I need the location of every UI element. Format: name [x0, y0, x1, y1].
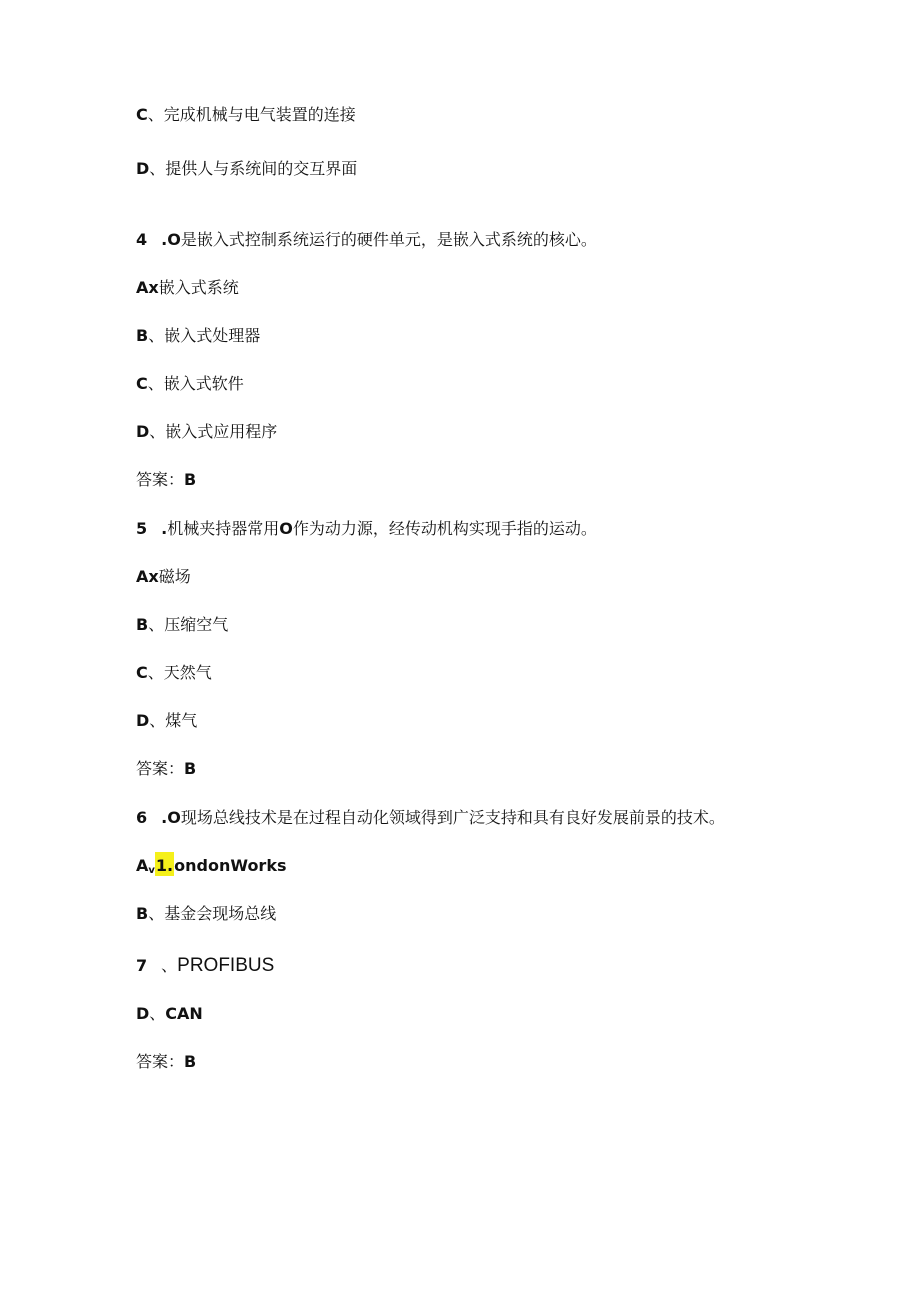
- option-separator: 、: [147, 105, 164, 124]
- highlight-mark: 1.: [155, 852, 174, 876]
- option-text: 嵌入式应用程序: [165, 422, 278, 441]
- option-separator: 、: [147, 663, 164, 682]
- option-text: ondonWorks: [174, 856, 287, 875]
- option-letter: B: [136, 326, 149, 345]
- question-number: 5: [136, 519, 148, 538]
- q6-option-a: [136, 856, 286, 881]
- option-text: 嵌入式系统: [158, 278, 239, 297]
- option-letter: D: [136, 1004, 150, 1023]
- option-letter: C: [136, 105, 148, 124]
- option-separator: 、: [147, 374, 164, 393]
- answer-value: B: [184, 759, 197, 778]
- option-text: 提供人与系统间的交互界面: [165, 159, 358, 178]
- q6-option-b: [136, 904, 276, 924]
- q4-option-b: [136, 326, 260, 346]
- q5-option-c: [136, 663, 212, 683]
- option-text: 煤气: [165, 711, 198, 730]
- option-text: 嵌入式软件: [163, 374, 244, 393]
- option-subscript: v: [148, 865, 155, 876]
- option-text: 嵌入式处理器: [164, 326, 261, 345]
- q4-answer: [136, 470, 196, 490]
- question-number: 6: [136, 808, 148, 827]
- option-text: 磁场: [158, 567, 191, 586]
- option-letter: Ax: [136, 278, 159, 297]
- q6-question: [136, 808, 725, 828]
- option-text: CAN: [165, 1004, 203, 1023]
- question-text: 是嵌入式控制系统运行的硬件单元，是嵌入式系统的核心。: [180, 230, 597, 249]
- option-separator: 、: [149, 422, 166, 441]
- option-letter: B: [136, 904, 149, 923]
- option-text: 基金会现场总线: [164, 904, 277, 923]
- option-text: 天然气: [163, 663, 212, 682]
- question-lead: .O: [161, 230, 181, 249]
- q4-question: [136, 230, 597, 250]
- option-letter: D: [136, 422, 150, 441]
- question-number: 4: [136, 230, 148, 249]
- q4-option-c: [136, 374, 244, 394]
- q3-option-c: [136, 105, 356, 125]
- answer-label: 答案：: [136, 759, 185, 778]
- option-separator: 、: [149, 1004, 166, 1023]
- answer-value: B: [184, 470, 197, 489]
- option-text: PROFIBUS: [177, 955, 275, 976]
- option-d-can: [136, 1004, 203, 1024]
- q5-option-a: [136, 567, 191, 587]
- option-separator: 、: [149, 711, 166, 730]
- q5-answer: [136, 759, 196, 779]
- question-text: 作为动力源，经传动机构实现手指的运动。: [292, 519, 597, 538]
- option-text: 完成机械与电气装置的连接: [163, 105, 356, 124]
- option-letter: D: [136, 711, 150, 730]
- option-letter: D: [136, 159, 150, 178]
- q7-line: [136, 956, 274, 976]
- option-letter: A: [136, 856, 149, 875]
- answer-label: 答案：: [136, 470, 185, 489]
- answer-value: B: [184, 1052, 197, 1071]
- option-letter: C: [136, 663, 148, 682]
- question-text: 机械夹持器常用: [167, 519, 280, 538]
- option-separator: 、: [149, 159, 166, 178]
- question-number: 7: [136, 956, 148, 975]
- q5-option-b: [136, 615, 228, 635]
- answer-label: 答案：: [136, 1052, 185, 1071]
- question-blank-mark: O: [279, 519, 293, 538]
- option-letter: Ax: [136, 567, 159, 586]
- q6-answer: [136, 1052, 196, 1072]
- option-separator: 、: [148, 326, 165, 345]
- option-separator: 、: [161, 956, 178, 975]
- option-letter: B: [136, 615, 149, 634]
- option-separator: 、: [148, 615, 165, 634]
- question-lead: .O: [161, 808, 181, 827]
- option-text: 压缩空气: [164, 615, 229, 634]
- question-lead: .: [161, 519, 168, 538]
- q5-option-d: [136, 711, 197, 731]
- option-letter: C: [136, 374, 148, 393]
- q3-option-d: [136, 159, 357, 179]
- question-text: 现场总线技术是在过程自动化领域得到广泛支持和具有良好发展前景的技术。: [180, 808, 725, 827]
- q5-question: [136, 519, 597, 539]
- q4-option-a: [136, 278, 239, 298]
- option-separator: 、: [148, 904, 165, 923]
- q4-option-d: [136, 422, 277, 442]
